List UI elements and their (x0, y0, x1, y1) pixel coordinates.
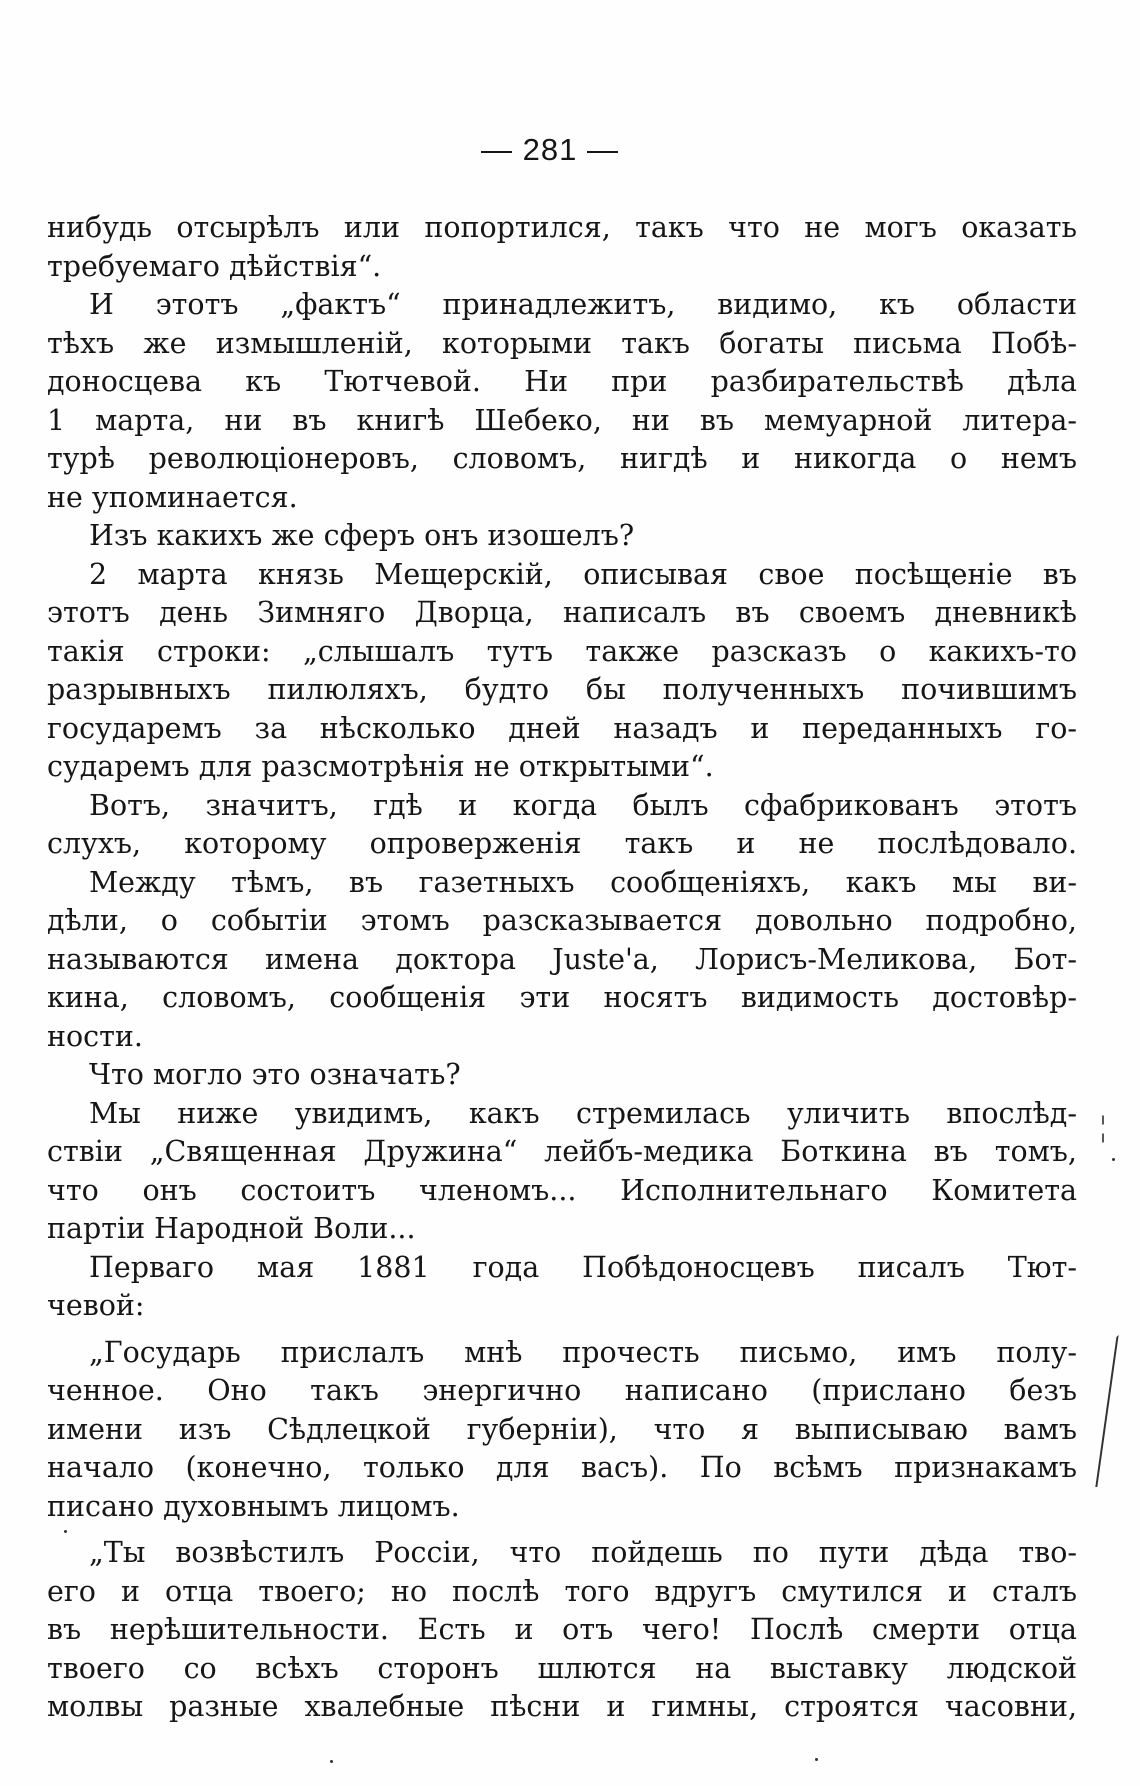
quote-line: начало (конечно, только для васъ). По всѣмъ признакамъ (47, 1451, 1077, 1484)
quote-line: „Ты возвѣстилъ Россіи, что пойдешь по пути дѣда тво- (89, 1536, 1077, 1569)
text-line: разрывныхъ пилюляхъ, будто бы полученныхъ почившимъ (47, 673, 1077, 706)
quote-line: ченное. Оно такъ энергично написано (прислано безъ (47, 1374, 1077, 1407)
margin-dot-mark (815, 1758, 818, 1761)
text-line: Перваго мая 1881 года Побѣдоносцевъ писалъ Тют- (89, 1250, 1077, 1284)
text-line: называются имена доктора Juste'а, Лорисъ-Меликова, Бот- (47, 942, 1077, 976)
text-line: доносцева къ Тютчевой. Ни при разбирательствѣ дѣла (47, 365, 1077, 398)
body-text (47, 209, 1077, 1727)
quote-line: имени изъ Сѣдлецкой губерніи), что я выписываю вамъ (47, 1412, 1077, 1446)
quote-line: писано духовнымъ лицомъ. (47, 1489, 460, 1523)
text-line: государемъ за нѣсколько дней назадъ и переданныхъ го- (47, 711, 1077, 745)
margin-dot-mark (1112, 1158, 1115, 1161)
text-line: 2 марта князь Мещерскій, описывая свое посѣщеніе въ (89, 557, 1077, 591)
text-line: Между тѣмъ, въ газетныхъ сообщеніяхъ, какъ мы ви- (89, 865, 1077, 899)
text-line: этотъ день Зимняго Дворца, написалъ въ своемъ дневникѣ (47, 596, 1077, 629)
text-line: тѣхъ же измышленій, которыми такъ богаты письма Побѣ- (47, 326, 1077, 360)
margin-pencil-mark: ¦ (1100, 1110, 1107, 1143)
text-line: дѣли, о событіи этомъ разсказывается довольно подробно, (47, 904, 1077, 937)
text-line: Вотъ, значитъ, гдѣ и когда былъ сфабрикованъ этотъ (89, 788, 1077, 822)
margin-dot-mark (64, 1530, 67, 1533)
quote-line: его и отца твоего; но послѣ того вдругъ смутился и сталъ (47, 1574, 1077, 1608)
quote-line: твоего со всѣхъ сторонъ шлются на выставку людской (47, 1651, 1077, 1685)
text-line: нибудь отсырѣлъ или попортился, такъ что не могъ оказать (47, 211, 1077, 244)
margin-bracket-mark (1075, 1335, 1118, 1487)
text-line: Изъ какихъ же сферъ онъ изошелъ? (89, 519, 635, 552)
paragraph-gap (47, 1326, 1077, 1334)
text-line: что онъ состоитъ членомъ... Исполнительнаго Комитета (47, 1173, 1077, 1207)
quote-line: въ нерѣшительности. Есть и отъ чего! Послѣ смерти отца (47, 1613, 1077, 1646)
text-line: требуемаго дѣйствія“. (47, 249, 382, 283)
text-line: партіи Народной Воли... (47, 1212, 416, 1245)
page-number: — 281 — (481, 132, 619, 167)
text-line: не упоминается. (47, 480, 298, 514)
margin-dot-mark (330, 1760, 333, 1763)
text-line: ствіи „Священная Дружина“ лейбъ-медика Боткина въ томъ, (47, 1135, 1077, 1168)
text-line: турѣ революціонеровъ, словомъ, нигдѣ и никогда о немъ (47, 442, 1077, 475)
text-line: Что могло это означать? (89, 1058, 461, 1091)
text-line: Мы ниже увидимъ, какъ стремилась уличить впослѣд- (89, 1096, 1077, 1130)
text-line: такія строки: „слышалъ тутъ также разсказъ о какихъ-то (47, 634, 1077, 668)
quote-line: „Государь прислалъ мнѣ прочесть письмо, имъ полу- (89, 1335, 1077, 1369)
text-line: слухъ, которому опроверженія такъ и не послѣдовало. (47, 827, 1077, 860)
text-line: И этотъ „фактъ“ принадлежитъ, видимо, къ области (89, 288, 1077, 321)
text-line: 1 марта, ни въ книгѣ Шебеко, ни въ мемуарной литера- (47, 403, 1077, 437)
text-line: чевой: (47, 1289, 145, 1322)
paragraph-gap (47, 1526, 1077, 1534)
text-line: кина, словомъ, сообщенія эти носятъ видимость достовѣр- (47, 981, 1077, 1014)
text-line: ности. (47, 1019, 143, 1053)
text-line: сударемъ для разсмотрѣнія не открытыми“. (47, 750, 714, 783)
quote-line: молвы разные хвалебные пѣсни и гимны, строятся часовни, (47, 1690, 1077, 1723)
